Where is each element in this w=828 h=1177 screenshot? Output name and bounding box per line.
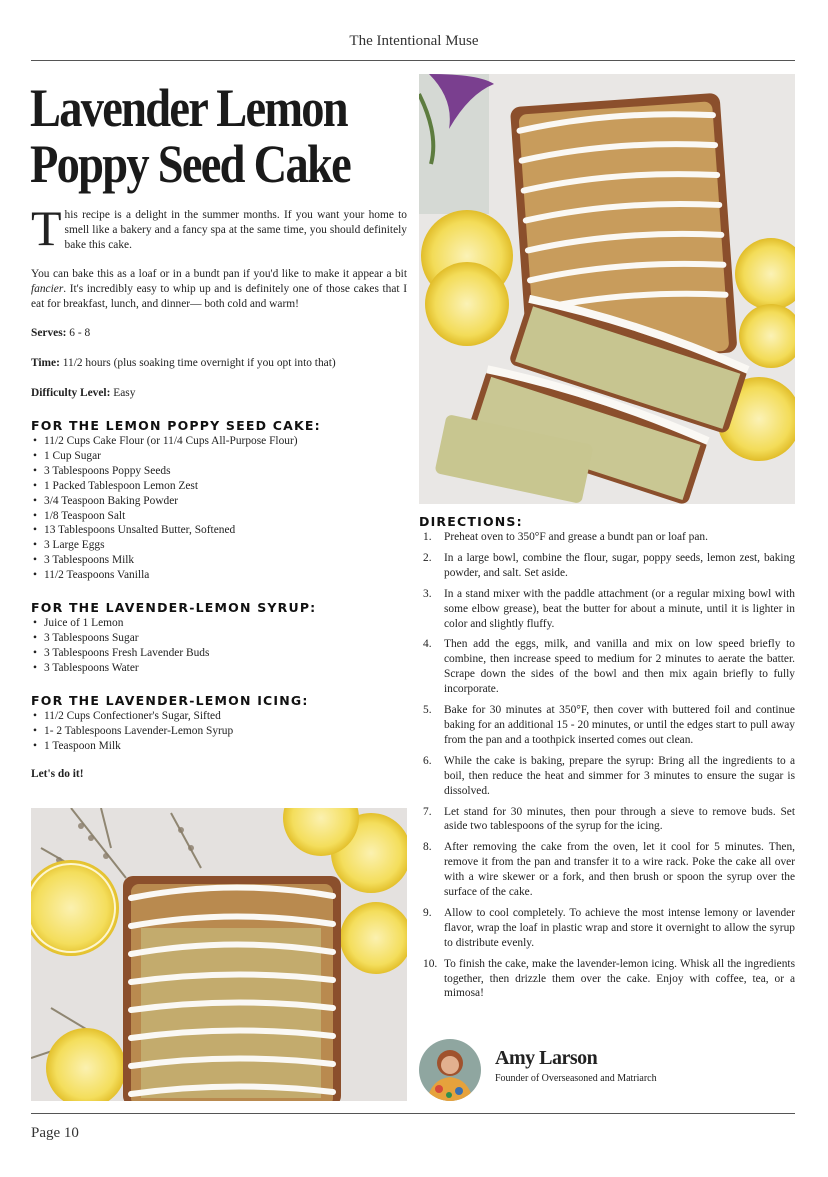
direction-step: 8. After removing the cake from the oven, let it cool for 5 minutes. Then, remove it from the pan and transfer it to a wire rack. Poke the cake all over with a wire skewer or a fork, and then brush or spoon the syrup over the surface of the cake. <box>423 841 795 899</box>
syrup-ingredients-heading: FOR THE LAVENDER-LEMON SYRUP: <box>31 600 317 615</box>
lets-do-it: Let's do it! <box>31 768 84 780</box>
direction-step: 1. Preheat oven to 350°F and grease a bundt pan or loaf pan. <box>423 531 708 543</box>
direction-step: 2. In a large bowl, combine the flour, sugar, poppy seeds, lemon zest, baking powder, and salt. Set aside. <box>423 551 795 579</box>
author-role: Founder of Overseasoned and Matriarch <box>495 1073 657 1084</box>
list-item: • 3 Tablespoons Milk <box>31 553 407 568</box>
direction-step: 3. In a stand mixer with the paddle attachment (or a regular mixing bowl with some elbow grease), beat the butter for about a minute, until it is lighter in color and slightly fluffy. <box>423 587 795 630</box>
list-item: • 1- 2 Tablespoons Lavender-Lemon Syrup <box>31 724 407 739</box>
publication-title: The Intentional Muse <box>349 33 479 49</box>
intro-text: his recipe is a delight in the summer months. If you want your home to smell like a bakery and a fancy spa at the same time, you should definitely bake this cake. <box>64 209 407 251</box>
list-item: • 3 Tablespoons Water <box>31 661 407 676</box>
emphasis-fancier: fancier <box>31 283 64 295</box>
icing-ingredients-heading: FOR THE LAVENDER-LEMON ICING: <box>31 693 309 708</box>
cake-top-photo <box>31 808 407 1101</box>
header-rule <box>31 60 795 61</box>
direction-step: 9. Allow to cool completely. To achieve the most intense lemony or lavender flavor, wrap the loaf in plastic wrap and store it overnight to allow the syrup to distribute evenly. <box>423 906 795 949</box>
list-item: • 1 Teaspoon Milk <box>31 739 407 754</box>
list-item: • 11/2 Cups Confectioner's Sugar, Sifted <box>31 709 407 724</box>
time-line: Time: 11/2 hours (plus soaking time overnight if you opt into that) <box>31 357 336 369</box>
author-name: Amy Larson <box>495 1047 598 1069</box>
author-portrait <box>419 1039 481 1101</box>
list-item: • Juice of 1 Lemon <box>31 616 407 631</box>
title-line-2: Poppy Seed Cake <box>30 134 350 194</box>
directions-heading: DIRECTIONS: <box>419 514 523 529</box>
cake-ingredients-heading: FOR THE LEMON POPPY SEED CAKE: <box>31 418 321 433</box>
list-item: • 1 Packed Tablespoon Lemon Zest <box>31 479 407 494</box>
serves-line: Serves: 6 - 8 <box>31 327 91 339</box>
cake-slices-photo <box>419 74 795 504</box>
author-avatar <box>419 1039 481 1101</box>
direction-step: 7. Let stand for 30 minutes, then pour through a sieve to remove buds. Set aside two tablespoons of the syrup for the icing. <box>423 805 795 833</box>
drop-cap: T <box>31 200 62 256</box>
list-item: • 13 Tablespoons Unsalted Butter, Softened <box>31 523 407 538</box>
icing-ingredients-list <box>31 709 407 754</box>
list-item: • 3/4 Teaspoon Baking Powder <box>31 494 407 509</box>
list-item: • 11/2 Cups Cake Flour (or 11/4 Cups All-Purpose Flour) <box>31 434 407 449</box>
cake-ingredients-list <box>31 434 407 583</box>
difficulty-line: Difficulty Level: Easy <box>31 387 136 399</box>
page-number: Page 10 <box>31 1125 79 1141</box>
footer-rule <box>31 1113 795 1114</box>
cake-slices-illustration <box>419 74 795 504</box>
cake-top-illustration <box>31 808 407 1101</box>
list-item: • 3 Tablespoons Sugar <box>31 631 407 646</box>
list-item: • 3 Large Eggs <box>31 538 407 553</box>
intro-paragraph <box>31 200 407 256</box>
direction-step: 6. While the cake is baking, prepare the syrup: Bring all the ingredients to a boil, then reduce the heat and simmer for 3 minutes to ensure the sugar is dissolved. <box>423 754 795 797</box>
intro-paragraph-2: You can bake this as a loaf or in a bundt pan if you'd like to make it appear a bit fancier. It's incredibly easy to whip up and is definitely one of those cakes that I eat for breakfast, lunch, and dinner— both cold and warm! <box>31 268 407 310</box>
list-item: • 1 Cup Sugar <box>31 449 407 464</box>
direction-step: 5. Bake for 30 minutes at 350°F, then cover with buttered foil and continue baking for an additional 15 - 20 minutes, or until the edges start to pull away from the pan and a toothpick inserted comes out clean. <box>423 704 795 746</box>
syrup-ingredients-list <box>31 616 407 676</box>
list-item: • 11/2 Teaspoons Vanilla <box>31 568 407 583</box>
recipe-title <box>30 80 357 192</box>
list-item: • 1/8 Teaspoon Salt <box>31 509 407 524</box>
title-line-1: Lavender Lemon <box>30 78 347 138</box>
list-item: • 3 Tablespoons Poppy Seeds <box>31 464 407 479</box>
list-item: • 3 Tablespoons Fresh Lavender Buds <box>31 646 407 661</box>
direction-step: 4. Then add the eggs, milk, and vanilla and mix on low speed briefly to combine, then increase speed to medium for 2 minutes to aerate the batter. Scrape down the sides of the bowl and then mix again briefly to fully incorporate. <box>423 638 795 696</box>
directions-list <box>419 530 795 1007</box>
direction-step: 10. To finish the cake, make the lavender-lemon icing. Whisk all the ingredients together, then drizzle them over the cake. Enjoy with coffee, tea, or a mimosa! <box>423 957 795 1000</box>
